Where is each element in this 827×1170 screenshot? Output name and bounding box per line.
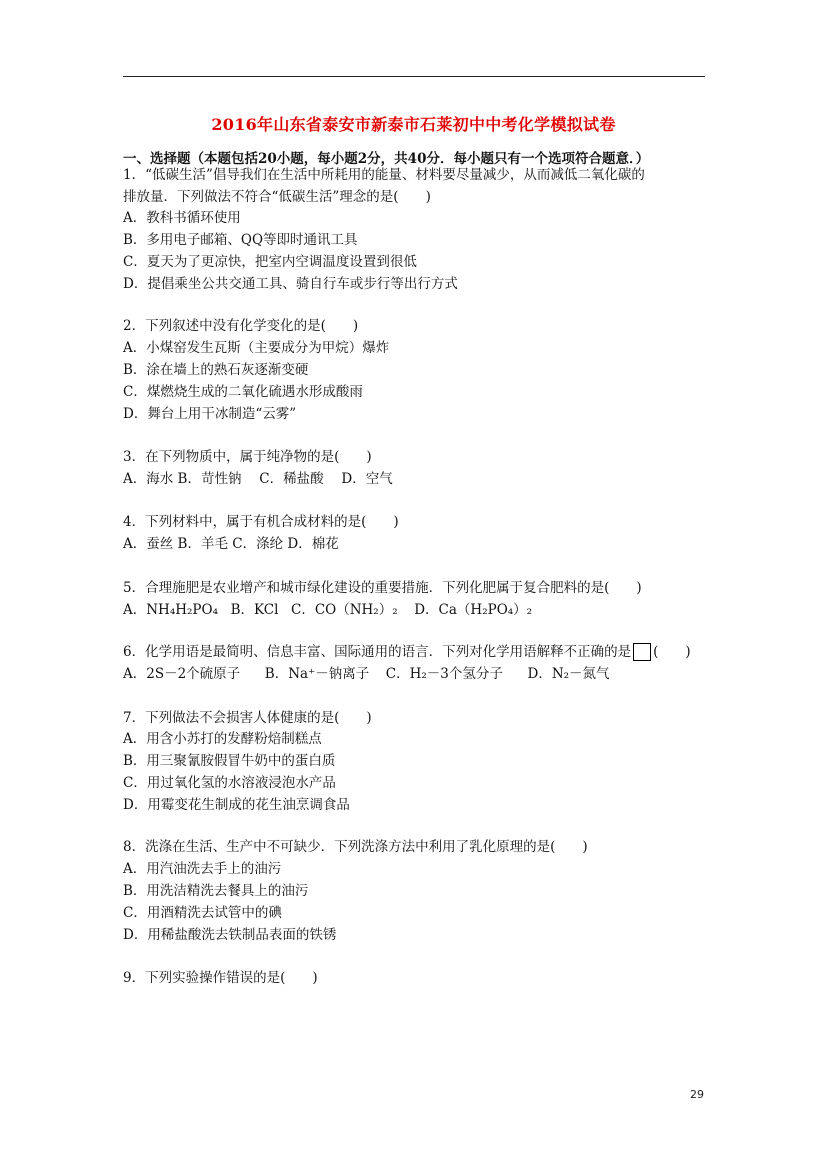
header-rule (123, 76, 705, 77)
q4-options: A．蚕丝 B．羊毛 C．涤纶 D．棉花 (123, 536, 339, 552)
q7-option-d: D．用霉变花生制成的花生油烹调食品 (123, 797, 350, 813)
q6-options (123, 665, 610, 683)
q5-stem: 5．合理施肥是农业增产和城市绿化建设的重要措施．下列化肥属于复合肥料的是( ) (123, 580, 642, 596)
q7-option-c: C．用过氧化氢的水溶液浸泡水产品 (123, 775, 336, 791)
q5-option-a: A．NH₄H₂PO₄ (123, 602, 218, 618)
q8-option-a: A．用汽油洗去手上的油污 (123, 861, 282, 877)
q3-options: A．海水 B．苛性钠 C．稀盐酸 D．空气 (123, 471, 393, 487)
q6-option-a: A．2S－2个硫原子 (123, 666, 241, 682)
document-title: 2016年山东省泰安市新泰市石莱初中中考化学模拟试卷 (211, 115, 616, 134)
q8-option-b: B．用洗洁精洗去餐具上的油污 (123, 883, 309, 899)
q1-option-b: B．多用电子邮箱、QQ等即时通讯工具 (123, 232, 358, 248)
q6-option-b: B．Na⁺－钠离子 (264, 666, 370, 682)
q8-option-c: C．用酒精洗去试管中的碘 (123, 905, 282, 921)
q1-option-c: C．夏天为了更凉快，把室内空调温度设置到很低 (123, 254, 417, 270)
q2-option-b: B．涂在墙上的熟石灰逐渐变硬 (123, 362, 309, 378)
q4-stem: 4．下列材料中，属于有机合成材料的是( ) (123, 514, 399, 530)
q5-option-d: D．Ca（H₂PO₄）₂ (414, 602, 533, 618)
q8-option-d: D．用稀盐酸洗去铁制品表面的铁锈 (123, 927, 337, 943)
q7-option-a: A．用含小苏打的发酵粉焙制糕点 (123, 731, 322, 747)
q1-stem-line1: 1．“低碳生活”倡导我们在生活中所耗用的能量、材料要尽量减少，从而减低二氧化碳的 (123, 167, 645, 183)
q2-stem: 2．下列叙述中没有化学变化的是( ) (123, 318, 359, 334)
q3-stem: 3．在下列物质中，属于纯净物的是( ) (123, 449, 372, 465)
q6-stem: 6．化学用语是最简明、信息丰富、国际通用的语言．下列对化学用语解释不正确的是 (123, 644, 632, 660)
q5-option-c: C．CO（NH₂）₂ (290, 602, 398, 618)
q6-stem-end: ( ) (653, 644, 691, 660)
q6-option-c: C．H₂－3个氢分子 (385, 666, 503, 682)
blank-box (633, 643, 651, 661)
q7-stem: 7．下列做法不会损害人体健康的是( ) (123, 710, 372, 726)
q2-option-a: A．小煤窑发生瓦斯（主要成分为甲烷）爆炸 (123, 340, 390, 356)
q5-option-b: B．KCl (230, 602, 279, 618)
q1-option-a: A．教科书循环使用 (123, 210, 241, 226)
q9-stem: 9．下列实验操作错误的是( ) (123, 970, 318, 986)
q1-stem-line2: 排放量．下列做法不符合“低碳生活”理念的是( ) (123, 189, 431, 205)
q6-option-d: D．N₂－氮气 (527, 666, 610, 682)
q2-option-c: C．煤燃烧生成的二氧化硫遇水形成酸雨 (123, 384, 363, 400)
q5-options (123, 601, 532, 619)
q6-stem-line (123, 643, 691, 661)
page-number: 29 (690, 1088, 704, 1101)
q7-option-b: B．用三聚氰胺假冒牛奶中的蛋白质 (123, 753, 336, 769)
q2-option-d: D．舞台上用干冰制造“云雾” (123, 406, 297, 422)
q1-option-d: D．提倡乘坐公共交通工具、骑自行车或步行等出行方式 (123, 276, 458, 292)
section-heading: 一、选择题（本题包括20小题，每小题2分，共40分．每小题只有一个选项符合题意．） (123, 151, 650, 167)
q8-stem: 8．洗涤在生活、生产中不可缺少．下列洗涤方法中利用了乳化原理的是( ) (123, 839, 588, 855)
